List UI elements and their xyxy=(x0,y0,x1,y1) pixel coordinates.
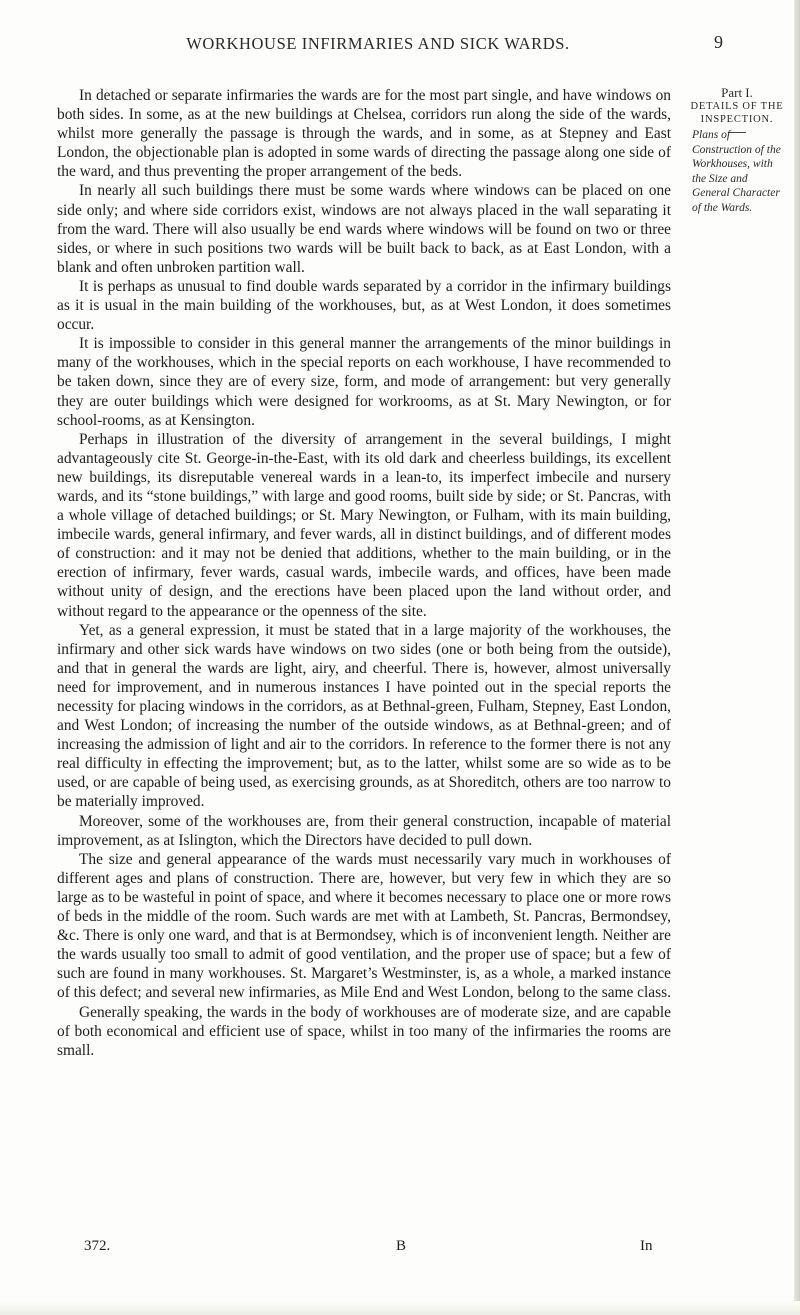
paragraph: In nearly all such buildings there must be some wards where windows can be placed on one side only; and where side corridors exist, windows are not always placed in the wall separating it from the ward. There will also usually be end wards where windows will be found on two or three sides, or where in such positions two wards will be built back to back, as at East London, with a blank and often unbroken partition wall. xyxy=(57,182,671,276)
running-title: WORKHOUSE INFIRMARIES AND SICK WARDS. xyxy=(186,34,570,53)
signature-letter: B xyxy=(396,1238,407,1254)
paragraph: Moreover, some of the workhouses are, from their general construction, incapable of material improvement, as at Islington, which the Directors have decided to pull down. xyxy=(57,812,671,849)
paragraph: Generally speaking, the wards in the body of workhouses are of moderate size, and are capable of both economical and efficient use of space, whilst in too many of the infirmaries the rooms are small. xyxy=(57,1003,671,1059)
paragraph: Perhaps in illustration of the diversity of arrangement in the several buildings, I might advantageously cite St. George-in-the-East, with its old dark and cheerless buildings, its excellent new buildings, its disreputable venereal wards in a lean-to, its imperfect imbecile and nursery wards, and its “stone buildings,” with large and good rooms, built side by side; or St. Pancras, with a whole village of detached buildings; or St. Mary Newington, or Fulham, with its main building, imbecile wards, general infirmary, and fever wards, all in distinct buildings, and of different modes of construction: and it may not be denied that additions, whether to the main building, or in the erection of infirmary, fever wards, casual wards, imbecile wards, and offices, have been made without unity of design, and the erections have been placed upon the land without order, and without regard to the appearance or the openness of the site. xyxy=(57,430,671,620)
paragraph: Yet, as a general expression, it must be stated that in a large majority of the workhouses, the infirmary and other sick wards have windows on two sides (one or both being from the outside), and that in general the wards are light, airy, and cheerful. There is, however, almost universally need for improvement, and in numerous instances I have pointed out in the special reports the necessity for placing windows in the corridors, as at Bethnal-green, Fulham, Stepney, East London, and West London; of increasing the number of the outside windows, as at Bethnal-green; and of increasing the admission of light and air to the corridors. In reference to the former there is not any real difficulty in effecting the improvement; but, as to the latter, whilst some are so wide as to be used, or are capable of being used, as exercising grounds, as at Shoreditch, others are too narrow to be materially improved. xyxy=(57,621,671,811)
page-bottom-shadow xyxy=(0,1301,800,1315)
part-sub-details: DETAILS OF THE xyxy=(690,101,784,112)
page-number: 9 xyxy=(714,32,723,52)
paragraph: It is impossible to consider in this general manner the arrangements of the minor buildings in many of the workhouses, which in the special reports on each workhouse, I have recommended to be taken down, since they are of every size, form, and mode of arrangement: but very generally they are outer buildings which were designed for workrooms, as at St. Mary Newington, or for school-rooms, as at Kensington. xyxy=(57,335,671,429)
part-label: Part I. xyxy=(721,85,753,100)
margin-note-part xyxy=(688,86,786,133)
signature-number: 372. xyxy=(84,1238,111,1254)
catchword: In xyxy=(640,1238,653,1254)
part-sub-inspection: INSPECTION. xyxy=(700,114,774,125)
paragraph: The size and general appearance of the wards must necessarily vary much in workhouses of different ages and plans of construction. There are, however, but very few in which they are so large as to be wasteful in point of space, and where it becomes necessary to place one or more rows of beds in the middle of the room. Such wards are met with at Lambeth, St. Pancras, Bermondsey, &c. There is only one ward, and that is at Bermondsey, which is of inconvenient length. Neither are the wards usually too small to admit of good ventilation, and the proper use of space; but a few of such are found in many workhouses. St. Margaret’s Westminster, is, as a whole, a marked instance of this defect; and several new infirmaries, as Mile End and West London, belong to the same class. xyxy=(57,850,671,1002)
margin-note-plans: Plans of Construction of the Workhouses, with the Size and General Character of the Wards. xyxy=(692,129,781,214)
page-edge-shadow xyxy=(794,0,800,1315)
paragraph: In detached or separate infirmaries the wards are for the most part single, and have windows on both sides. In some, as at the new buildings at Chelsea, corridors run along the side of the wards, whilst more generally the passage is through the wards, and in some, as at Stepney and East London, the objectionable plan is adopted in some wards of directing the passage along one side of the ward, and thus preventing the proper arrangement of the beds. xyxy=(57,87,671,181)
body-text xyxy=(57,86,671,1060)
paragraph: It is perhaps as unusual to find double wards separated by a corridor in the infirmary buildings as it is usual in the main building of the workhouses, but, as at West London, it does sometimes occur. xyxy=(57,277,671,334)
